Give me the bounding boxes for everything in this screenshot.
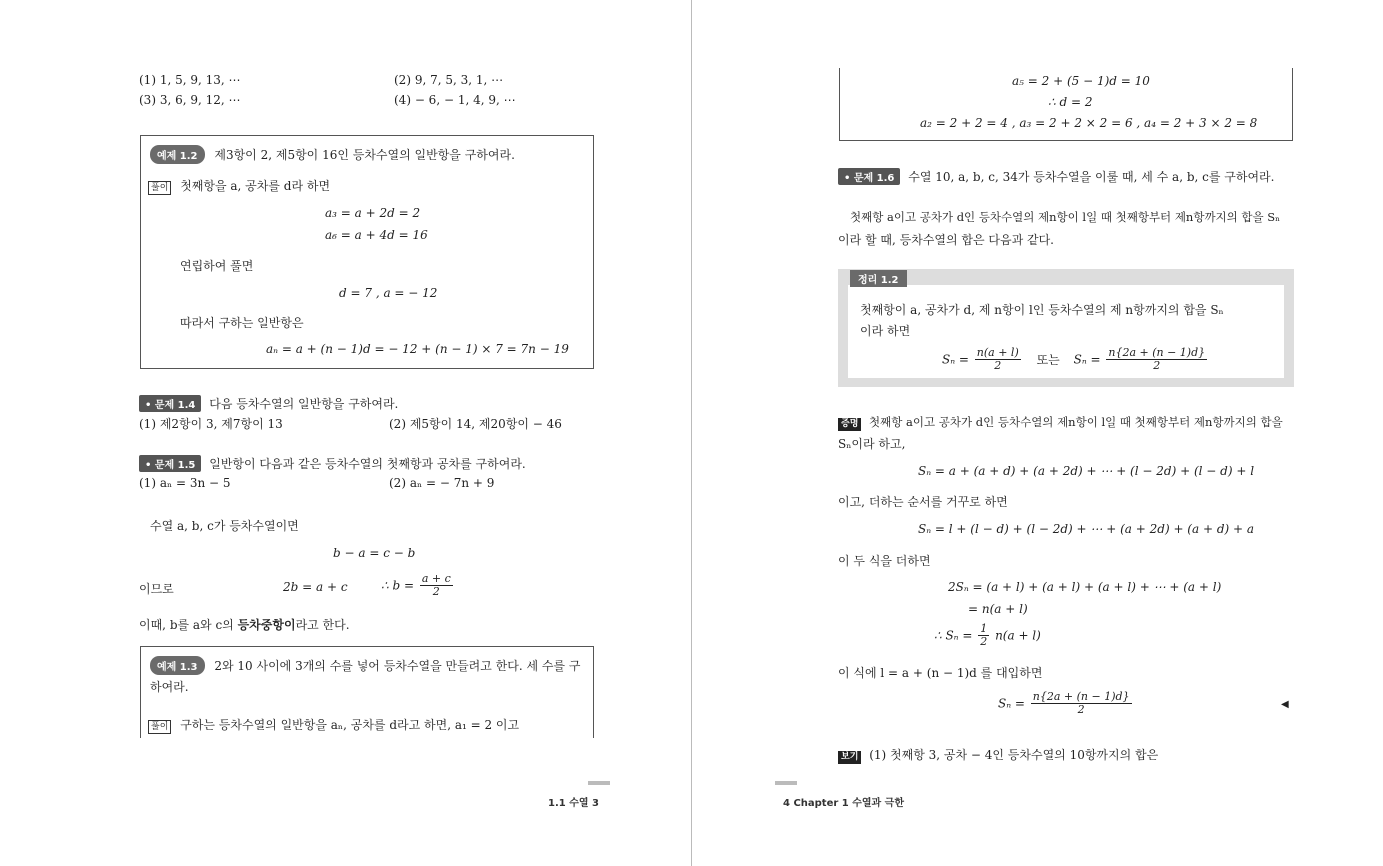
problem-1-5-line (139, 455, 526, 472)
footer-bar-left (588, 781, 610, 785)
solution-intro-text: 첫째항을 a, 공차를 d라 하면 (180, 179, 331, 193)
proof-text-4: 이 식에 l = a + (n − 1)d 를 대입하면 (838, 666, 1043, 680)
proof-end-icon: ◀ (1281, 699, 1289, 710)
theorem-fraction-2: $\frac{n\{2a + (n - 1)d\}}{2}$ (1108, 346, 1206, 372)
sequence-equation: b − a = c − b (333, 546, 416, 560)
example-1-3-question-1: 2와 10 사이에 3개의 수를 넣어 등차수열을 만들려고 한다. 세 수를 구 (214, 659, 581, 673)
proof-fraction-half: $\frac{1}{2}$ (980, 622, 988, 648)
equation-a6: a₆ = a + 4d = 16 (325, 228, 428, 242)
problem-1-5-badge: • 문제 1.5 (139, 455, 201, 472)
example-1-2-box (140, 135, 594, 369)
proof-equation-4: = n(a + l) (968, 602, 1028, 616)
problem-1-5-question: 일반항이 다음과 같은 등차수열의 첫째항과 공차를 구하여라. (209, 457, 526, 471)
fraction-b: $\frac{a + c}{2}$ (421, 572, 451, 598)
equation-general-term: aₙ = a + (n − 1)d = − 12 + (n − 1) × 7 = 7n − 19 (266, 342, 569, 356)
example-1-2-badge: 예제 1.2 (150, 145, 205, 164)
proof-badge: 증명 (838, 418, 861, 431)
equation-d-a: d = 7 , a = − 12 (339, 286, 438, 300)
equation-b: ∴ b = $\frac{a + c}{2}$ (381, 572, 451, 598)
problem-1-5-item-1: (1) aₙ = 3n − 5 (139, 476, 231, 490)
proof-text-3: 이 두 식을 더하면 (838, 554, 931, 568)
problem-1-4-badge: • 문제 1.4 (139, 395, 201, 412)
equation-2b: 2b = a + c (283, 580, 348, 594)
exercise-item-1: (1) 1, 5, 9, 13, ⋯ (139, 73, 241, 87)
example-1-2-solution-intro (148, 177, 330, 195)
solve-text: 연립하여 풀면 (180, 259, 254, 273)
proof-equation-6: Sₙ = $\frac{n\{2a + (n - 1)d\}}{2}$ (998, 690, 1130, 716)
theorem-line-2: 이라 하면 (860, 324, 911, 338)
problem-1-6-question: 수열 10, a, b, c, 34가 등차수열을 이룰 때, 세 수 a, b, c를 구하여라. (908, 170, 1275, 184)
equation-a5: a₅ = 2 + (5 − 1)d = 10 (1012, 74, 1150, 88)
equation-terms: a₂ = 2 + 2 = 4 , a₃ = 2 + 2 × 2 = 6 , a₄ = 2 + 3 × 2 = 8 (920, 116, 1258, 130)
example-1-3-question-line (150, 656, 580, 675)
example-line: 보기 (1) 첫째항 3, 공차 − 4인 등차수열의 10항까지의 합은 (838, 746, 1158, 764)
sum-intro-1: 첫째항 a이고 공차가 d인 등차수열의 제n항이 l일 때 첫째항부터 제n항까지의 합을 Sₙ (850, 210, 1281, 224)
example-1-3-solution (148, 716, 519, 734)
example-1-3-badge: 예제 1.3 (150, 656, 205, 675)
solution-badge: 풀이 (148, 181, 171, 195)
example-1-2-question-line (150, 145, 515, 164)
exercise-item-2: (2) 9, 7, 5, 3, 1, ⋯ (394, 73, 504, 87)
problem-1-6-line (838, 168, 1274, 185)
problem-1-5-item-2: (2) aₙ = − 7n + 9 (389, 476, 495, 490)
proof-equation-1: Sₙ = a + (a + d) + (a + 2d) + ⋯ + (l − 2d) + (l − d) + l (918, 464, 1255, 478)
proof-line-2: Sₙ이라 하고, (838, 437, 906, 451)
example-1-3-solution-text: 구하는 등차수열의 일반항을 aₙ, 공차를 d라고 하면, a₁ = 2 이고 (180, 718, 520, 732)
exercise-item-4: (4) − 6, − 1, 4, 9, ⋯ (394, 93, 516, 107)
proof-line-1: 증명 첫째항 a이고 공차가 d인 등차수열의 제n항이 l일 때 첫째항부터 제n항까지의 합을 (838, 414, 1283, 431)
imeuro-text: 이므로 (139, 582, 174, 596)
problem-1-6-badge: • 문제 1.6 (838, 168, 900, 185)
theorem-formula: Sₙ = $\frac{n(a + l)}{2}$ 또는 Sₙ = $\frac{n\{2a + (n - 1)d\}}{2}$ (942, 346, 1206, 372)
sequence-intro: 수열 a, b, c가 등차수열이면 (150, 519, 299, 533)
footer-bar-right (775, 781, 797, 785)
arithmetic-mean-text: 이때, b를 a와 c의 등차중항이라고 한다. (139, 618, 350, 632)
footer-right: 4 Chapter 1 수열과 극한 (783, 798, 905, 809)
example-1-2-question: 제3항이 2, 제5항이 16인 등차수열의 일반항을 구하여라. (214, 148, 515, 162)
arithmetic-mean-term: 등차중항이 (237, 618, 296, 632)
proof-equation-3: 2Sₙ = (a + l) + (a + l) + (a + l) + ⋯ + (a + l) (948, 580, 1222, 594)
proof-fraction-final: $\frac{n\{2a + (n - 1)d\}}{2}$ (1032, 690, 1130, 716)
solution-badge: 풀이 (148, 720, 171, 734)
equation-a3: a₃ = a + 2d = 2 (325, 206, 421, 220)
proof-equation-5: ∴ Sₙ = $\frac{1}{2}$ n(a + l) (934, 622, 1041, 648)
exercise-item-3: (3) 3, 6, 9, 12, ⋯ (139, 93, 241, 107)
proof-equation-2: Sₙ = l + (l − d) + (l − 2d) + ⋯ + (a + 2d) + (a + d) + a (918, 522, 1255, 536)
equation-d-2: ∴ d = 2 (1048, 95, 1093, 109)
problem-1-4-question: 다음 등차수열의 일반항을 구하여라. (209, 397, 399, 411)
theorem-line-1: 첫째항이 a, 공차가 d, 제 n항이 l인 등차수열의 제 n항까지의 합을 Sₙ (860, 303, 1224, 317)
page-divider (691, 0, 692, 866)
theorem-1-2-tab: 정리 1.2 (850, 270, 907, 287)
footer-left: 1.1 수열 3 (548, 798, 599, 809)
problem-1-4-item-2: (2) 제5항이 14, 제20항이 − 46 (389, 417, 562, 431)
sum-intro-2: 이라 할 때, 등차수열의 합은 다음과 같다. (838, 233, 1054, 247)
proof-text-2: 이고, 더하는 순서를 거꾸로 하면 (838, 495, 1008, 509)
example-badge: 보기 (838, 751, 861, 764)
therefore-text: 따라서 구하는 일반항은 (180, 316, 304, 330)
problem-1-4-item-1: (1) 제2항이 3, 제7항이 13 (139, 417, 283, 431)
theorem-fraction-1: $\frac{n(a + l)}{2}$ (976, 346, 1019, 372)
problem-1-4-line (139, 395, 398, 412)
example-1-3-question-2: 하여라. (150, 680, 189, 694)
